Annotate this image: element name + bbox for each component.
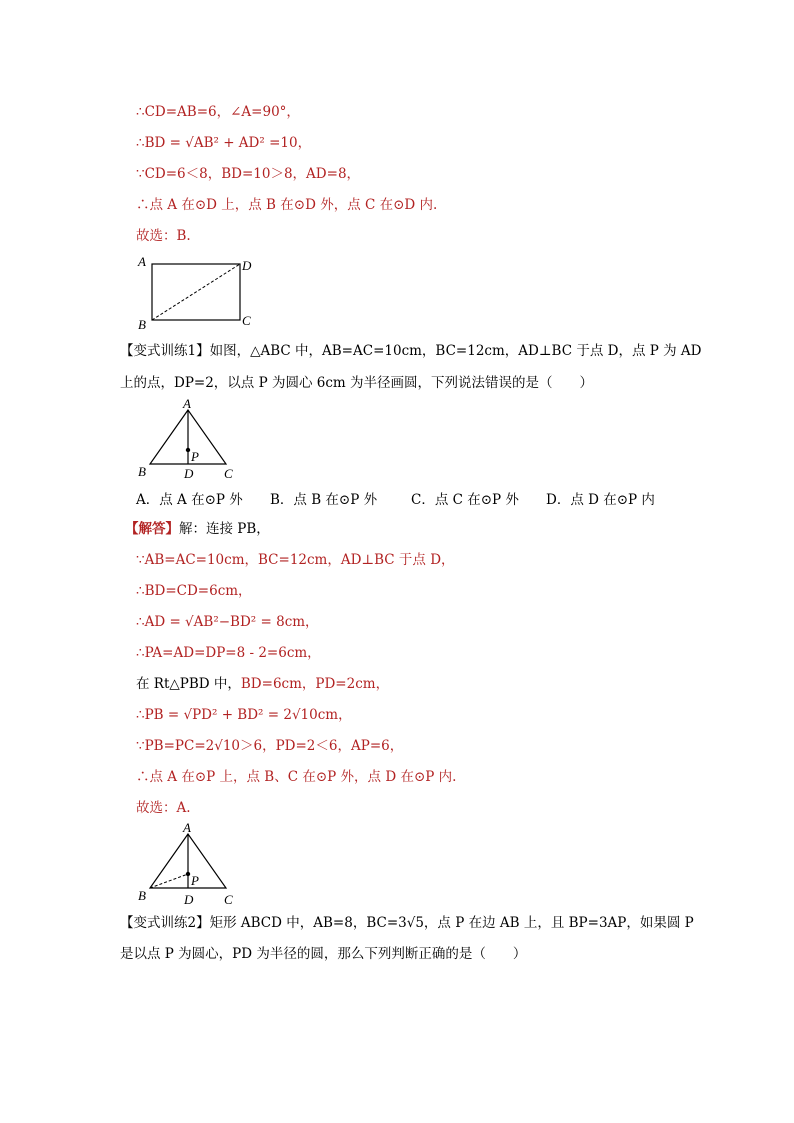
solution-text: BD=6cm，PD=2cm， (240, 676, 390, 692)
label-p: P (191, 873, 199, 888)
label-d: D (184, 466, 194, 481)
label-a: A (183, 820, 191, 835)
solution-line: ∴PA=AD=DP=8 - 2=6cm， (136, 645, 321, 661)
option-c: C．点 C 在⊙P 外 (411, 492, 519, 508)
option-d: D．点 D 在⊙P 内 (546, 492, 655, 508)
solution-line (136, 675, 389, 693)
triangle-figure (130, 396, 250, 486)
label-b: B (138, 888, 146, 903)
question-text: 矩形 ABCD 中，AB=8，BC=3√5，点 P 在边 AB 上，且 BP=3AP，如果圆 P (209, 915, 694, 931)
solution-line: ∴PB = √PD² + BD² = 2√10cm， (136, 707, 352, 723)
label-a: A (183, 396, 191, 411)
solution-line: ∵CD=6＜8，BD=10＞8，AD=8， (136, 166, 361, 182)
question-tag: 【变式训练1】 (120, 343, 210, 359)
solution-line: ∴BD = √AB² + AD² =10， (136, 135, 312, 151)
label-a: A (138, 254, 146, 269)
solution-line: ∵PB=PC=2√10＞6，PD=2＜6，AP=6， (136, 738, 404, 754)
question-tag: 【变式训练2】 (120, 915, 210, 931)
label-c: C (224, 892, 233, 907)
solution-text: 在 Rt△PBD 中， (136, 676, 241, 692)
question-2-line-1 (120, 914, 694, 932)
solution-line: ∴CD=AB=6，∠A=90°， (136, 104, 300, 120)
solution-heading (125, 520, 270, 538)
label-d: D (184, 892, 194, 907)
solution-line: ∴点 A 在⊙D 上，点 B 在⊙D 外，点 C 在⊙D 内. (136, 197, 438, 213)
answer-intro: 解：连接 PB， (179, 521, 270, 537)
label-d: D (242, 258, 252, 273)
rectangle-figure (130, 252, 260, 334)
question-2-line-2: 是以点 P 为圆心，PD 为半径的圆，那么下列判断正确的是（ ） (120, 946, 527, 962)
question-1-line-2: 上的点，DP=2，以点 P 为圆心 6cm 为半径画圆，下列说法错误的是（ ） (120, 375, 594, 391)
answer-tag: 【解答】 (125, 521, 179, 537)
label-p: P (191, 449, 199, 464)
solution-line: 故选：A. (136, 800, 191, 816)
question-text: 如图，△ABC 中，AB=AC=10cm，BC=12cm，AD⊥BC 于点 D，点 P 为 AD (209, 343, 702, 359)
solution-line: 故选：B. (136, 228, 191, 244)
solution-line: ∵AB=AC=10cm，BC=12cm，AD⊥BC 于点 D， (136, 552, 455, 568)
option-b: B．点 B 在⊙P 外 (270, 492, 378, 508)
solution-line: ∴点 A 在⊙P 上，点 B、C 在⊙P 外，点 D 在⊙P 内. (136, 769, 457, 785)
question-1-line-1 (120, 342, 702, 360)
label-c: C (224, 466, 233, 481)
solution-line: ∴AD = √AB²−BD² = 8cm， (136, 614, 319, 630)
label-c: C (242, 313, 251, 328)
solution-line: ∴BD=CD=6cm， (136, 583, 252, 599)
label-b: B (138, 464, 146, 479)
option-a: A．点 A 在⊙P 外 (136, 492, 243, 508)
label-b: B (138, 317, 146, 332)
triangle-figure-with-pb (130, 820, 250, 910)
